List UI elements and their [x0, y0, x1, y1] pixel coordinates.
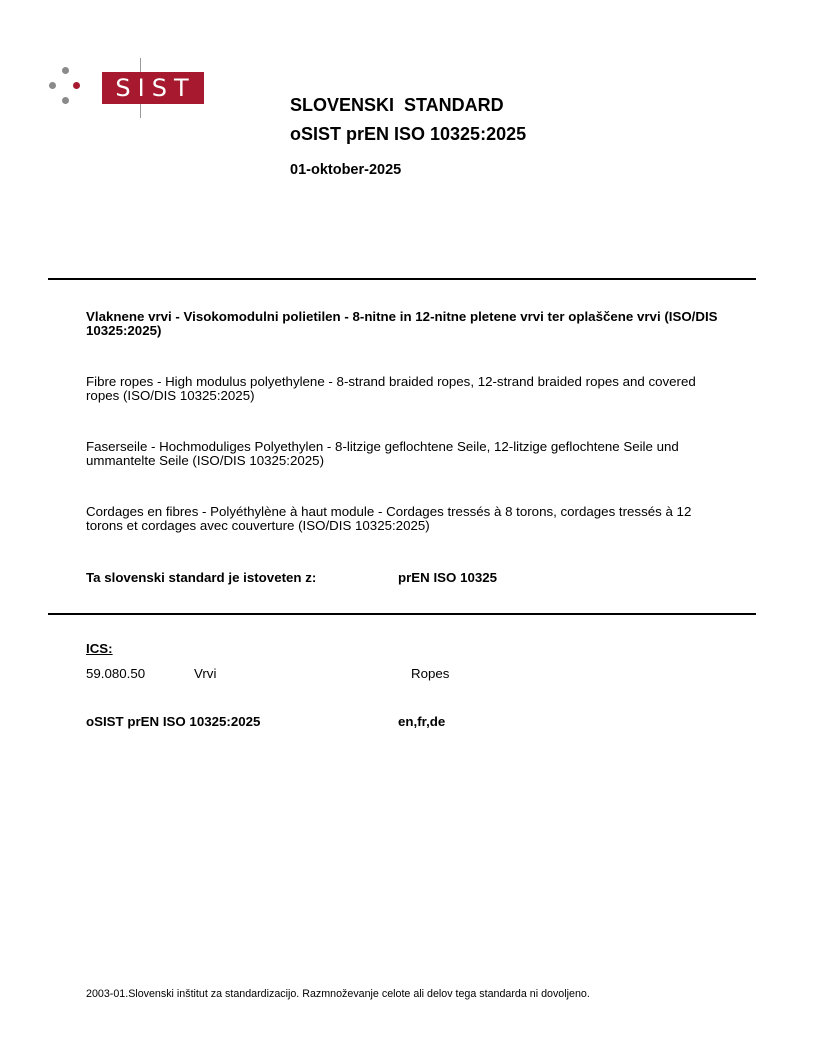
standard-code: oSIST prEN ISO 10325:2025 [290, 124, 527, 144]
ics-heading: ICS: [86, 641, 113, 656]
standard-date: 01-oktober-2025 [290, 162, 402, 178]
equivalence-label: Ta slovenski standard je istoveten z: [86, 570, 317, 585]
ics-label-en: Ropes [411, 666, 450, 681]
title-english: Fibre ropes - High modulus polyethylene - 8-strand braided ropes, 12-strand braided ropes and covered ropes (ISO/DIS 10325:2025) [86, 374, 696, 403]
bottom-divider [48, 613, 756, 615]
sist-logo: SIST [102, 72, 204, 104]
equivalence-value: prEN ISO 10325 [398, 570, 498, 585]
document-id: oSIST prEN ISO 10325:2025 [86, 714, 261, 729]
title-german: Faserseile - Hochmoduliges Polyethylen - 8-litzige geflochtene Seile, 12-litzige geflochtene Seile und ummantelte Seile (ISO/DIS 10325:2025) [86, 439, 679, 468]
logo-dots-icon [46, 64, 86, 110]
copyright-footer: 2003-01.Slovenski inštitut za standardizacijo. Razmnoževanje celote ali delov tega standarda ni dovoljeno. [86, 988, 590, 1000]
title-slovenian: Vlaknene vrvi - Visokomodulni polietilen - 8-nitne in 12-nitne pletene vrvi ter oplaščene vrvi (ISO/DIS 10325:2025) [86, 309, 718, 338]
ics-code: 59.080.50 [86, 666, 146, 681]
standard-title: SLOVENSKI STANDARD [290, 95, 504, 115]
ics-label-sl: Vrvi [194, 666, 217, 681]
title-french: Cordages en fibres - Polyéthylène à haut module - Cordages tressés à 8 torons, cordages tressés à 12 torons et cordages avec couverture (ISO/DIS 10325:2025) [86, 504, 692, 533]
document-languages: en,fr,de [398, 714, 446, 729]
top-divider [48, 278, 756, 280]
